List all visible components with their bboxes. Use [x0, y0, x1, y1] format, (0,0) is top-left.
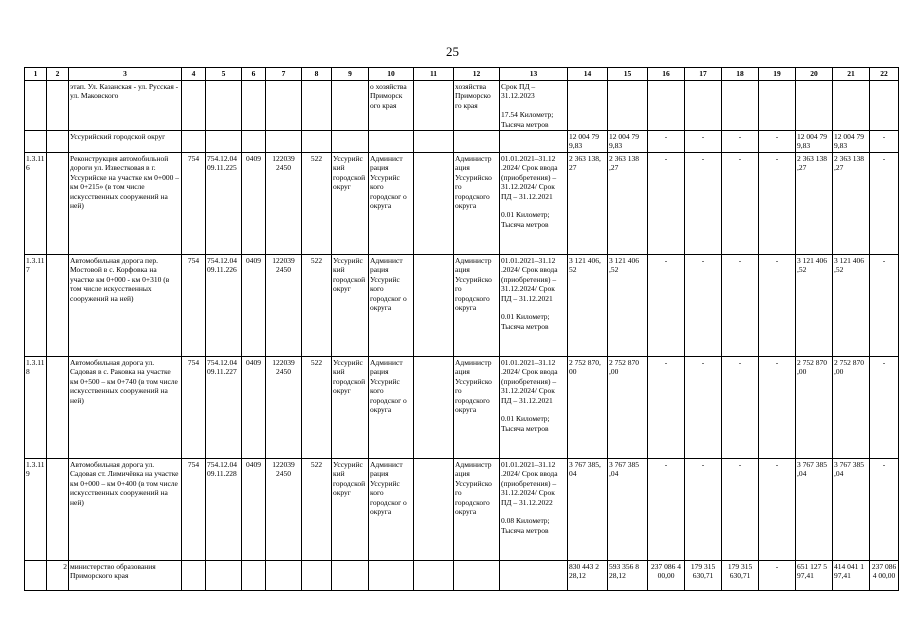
header-cell-4: 4 — [182, 68, 206, 81]
cell-col-5: 754.12.04 09.11.225 — [206, 153, 242, 255]
cell-col-15: 593 356 8 28,12 — [608, 561, 648, 591]
cell-col-21: 414 041 1 97,41 — [833, 561, 870, 591]
cell-col-3: Уссурийский городской округ — [69, 131, 182, 153]
cell-col-15 — [608, 81, 648, 131]
cell-col-2 — [47, 255, 69, 357]
header-row — [25, 68, 899, 81]
cell-col-1 — [25, 81, 47, 131]
cell-col-14: 3 767 385, 04 — [568, 459, 608, 561]
data-table — [24, 67, 899, 591]
cell-col-13: 01.01.2021–31.12 .2024/ Срок ввода (приобретения) – 31.12.2024/ Срок ПД – 31.12.2021 0.01 Километр; Тысяча метров — [500, 153, 568, 255]
table-row — [25, 357, 899, 459]
cell-col-3: Автомобильная дорога ул. Садовая в с. Раковка на участке км 0+500 – км 0+740 (в том числе искусственных сооружений на ней) — [69, 357, 182, 459]
cell-col-9: Уссурийс кий городской округ — [332, 459, 369, 561]
cell-col-18: - — [722, 459, 759, 561]
cell-col-12: Администр ация Уссурийско го городского округа — [454, 255, 500, 357]
cell-col-10 — [369, 561, 414, 591]
cell-col-20: 2 363 138 ,27 — [796, 153, 833, 255]
cell-col-17: - — [685, 153, 722, 255]
cell-col-10 — [369, 131, 414, 153]
cell-col-20 — [796, 81, 833, 131]
cell-col-22: - — [870, 153, 899, 255]
cell-col-2 — [47, 357, 69, 459]
cell-col-11 — [414, 131, 454, 153]
cell-col-1: 1.3.11 8 — [25, 357, 47, 459]
cell-col-8 — [302, 131, 332, 153]
cell-col-13: 01.01.2021–31.12 .2024/ Срок ввода (приобретения) – 31.12.2024/ Срок ПД – 31.12.2022 0.08 Километр; Тысяча метров — [500, 459, 568, 561]
cell-col-9 — [332, 81, 369, 131]
cell-col-8: 522 — [302, 357, 332, 459]
cell-col-12: Администр ация Уссурийско го городского округа — [454, 459, 500, 561]
cell-col-3: Автомобильная дорога ул. Садовая ст. Лимичёвка на участке км 0+000 – км 0+400 (в том числе искусственных сооружений на ней) — [69, 459, 182, 561]
cell-col-5: 754.12.04 09.11.227 — [206, 357, 242, 459]
cell-col-4: 754 — [182, 153, 206, 255]
cell-col-1 — [25, 131, 47, 153]
cell-col-18: - — [722, 357, 759, 459]
cell-col-5 — [206, 561, 242, 591]
cell-col-13 — [500, 561, 568, 591]
cell-col-21 — [833, 81, 870, 131]
cell-col-3: Автомобильная дорога пер. Мостовой в с. Корфовка на участке км 0+000 - км 0+310 (в том числе искусственных сооружений на ней) — [69, 255, 182, 357]
cell-col-19: - — [759, 357, 796, 459]
table-row — [25, 131, 899, 153]
cell-col-18: 179 315 630,71 — [722, 561, 759, 591]
cell-col-8: 522 — [302, 255, 332, 357]
cell-col-2: 2 — [47, 561, 69, 591]
header-cell-5: 5 — [206, 68, 242, 81]
cell-col-7: 122039 2450 — [266, 255, 302, 357]
cell-col-6: 0409 — [242, 255, 266, 357]
cell-col-8: 522 — [302, 459, 332, 561]
cell-col-2 — [47, 81, 69, 131]
cell-col-11 — [414, 459, 454, 561]
cell-col-17: - — [685, 255, 722, 357]
cell-col-3: Реконструкция автомобильной дороги ул. Известковая в г. Уссурийске на участке км 0+000 – км 0+215» (в том числе искусственных сооружений на ней) — [69, 153, 182, 255]
cell-col-16: - — [648, 131, 685, 153]
cell-col-7: 122039 2450 — [266, 153, 302, 255]
cell-col-19: - — [759, 255, 796, 357]
cell-col-10: Админист рация Уссурийс кого городског о округа — [369, 255, 414, 357]
cell-col-16: - — [648, 153, 685, 255]
cell-col-22: - — [870, 131, 899, 153]
cell-col-16 — [648, 81, 685, 131]
cell-col-12: хозяйства Приморско го края — [454, 81, 500, 131]
cell-col-20: 3 121 406 ,52 — [796, 255, 833, 357]
cell-col-6 — [242, 561, 266, 591]
cell-col-5 — [206, 81, 242, 131]
cell-col-6 — [242, 81, 266, 131]
cell-col-8 — [302, 81, 332, 131]
cell-col-11 — [414, 561, 454, 591]
cell-col-19: - — [759, 131, 796, 153]
table-row — [25, 255, 899, 357]
cell-col-18: - — [722, 153, 759, 255]
cell-col-12: Администр ация Уссурийско го городского округа — [454, 357, 500, 459]
cell-col-19: - — [759, 561, 796, 591]
cell-col-18: - — [722, 255, 759, 357]
cell-col-11 — [414, 153, 454, 255]
cell-col-9 — [332, 561, 369, 591]
header-cell-17: 17 — [685, 68, 722, 81]
cell-col-4 — [182, 131, 206, 153]
cell-col-14: 3 121 406, 52 — [568, 255, 608, 357]
cell-col-17: 179 315 630,71 — [685, 561, 722, 591]
header-cell-8: 8 — [302, 68, 332, 81]
cell-col-7 — [266, 131, 302, 153]
cell-col-16: - — [648, 357, 685, 459]
cell-col-16: - — [648, 255, 685, 357]
cell-col-20: 3 767 385 ,04 — [796, 459, 833, 561]
cell-col-4 — [182, 81, 206, 131]
cell-col-7: 122039 2450 — [266, 459, 302, 561]
header-cell-12: 12 — [454, 68, 500, 81]
header-cell-11: 11 — [414, 68, 454, 81]
cell-col-14: 2 752 870, 00 — [568, 357, 608, 459]
header-cell-3: 3 — [69, 68, 182, 81]
header-cell-20: 20 — [796, 68, 833, 81]
cell-col-13 — [500, 131, 568, 153]
cell-col-11 — [414, 357, 454, 459]
cell-col-9: Уссурийс кий городской округ — [332, 357, 369, 459]
cell-col-22 — [870, 81, 899, 131]
cell-col-18 — [722, 81, 759, 131]
cell-col-4: 754 — [182, 357, 206, 459]
table-row — [25, 153, 899, 255]
cell-col-3: этап. Ул. Казанская - ул. Русская - ул. Маковского — [69, 81, 182, 131]
cell-col-21: 3 121 406 ,52 — [833, 255, 870, 357]
header-cell-15: 15 — [608, 68, 648, 81]
cell-col-12: Администр ация Уссурийско го городского округа — [454, 153, 500, 255]
cell-col-20: 2 752 870 ,00 — [796, 357, 833, 459]
cell-col-5: 754.12.04 09.11.228 — [206, 459, 242, 561]
cell-col-17: - — [685, 131, 722, 153]
cell-col-17: - — [685, 459, 722, 561]
cell-col-22: - — [870, 357, 899, 459]
cell-col-16: 237 086 4 00,00 — [648, 561, 685, 591]
cell-col-21: 2 363 138 ,27 — [833, 153, 870, 255]
cell-col-5: 754.12.04 09.11.226 — [206, 255, 242, 357]
cell-col-2 — [47, 131, 69, 153]
cell-col-17 — [685, 81, 722, 131]
cell-col-21: 3 767 385 ,04 — [833, 459, 870, 561]
cell-col-7: 122039 2450 — [266, 357, 302, 459]
cell-col-15: 12 004 79 9,83 — [608, 131, 648, 153]
header-cell-6: 6 — [242, 68, 266, 81]
cell-col-13: Срок ПД – 31.12.2023 17.54 Километр; Тысяча метров — [500, 81, 568, 131]
cell-col-22: - — [870, 255, 899, 357]
cell-col-14 — [568, 81, 608, 131]
cell-col-4: 754 — [182, 459, 206, 561]
header-cell-22: 22 — [870, 68, 899, 81]
cell-col-15: 3 121 406 ,52 — [608, 255, 648, 357]
cell-col-1: 1.3.11 7 — [25, 255, 47, 357]
cell-col-4 — [182, 561, 206, 591]
cell-col-21: 12 004 79 9,83 — [833, 131, 870, 153]
cell-col-12 — [454, 131, 500, 153]
cell-col-9 — [332, 131, 369, 153]
cell-col-19: - — [759, 459, 796, 561]
cell-col-13: 01.01.2021–31.12 .2024/ Срок ввода (приобретения) – 31.12.2024/ Срок ПД – 31.12.2021 0.01 Километр; Тысяча метров — [500, 255, 568, 357]
cell-col-6 — [242, 131, 266, 153]
cell-col-1: 1.3.11 6 — [25, 153, 47, 255]
cell-col-6: 0409 — [242, 357, 266, 459]
header-cell-7: 7 — [266, 68, 302, 81]
cell-col-12 — [454, 561, 500, 591]
cell-col-9: Уссурийс кий городской округ — [332, 153, 369, 255]
cell-col-10: Админист рация Уссурийс кого городског о округа — [369, 459, 414, 561]
header-cell-21: 21 — [833, 68, 870, 81]
cell-col-19 — [759, 81, 796, 131]
cell-col-15: 2 363 138 ,27 — [608, 153, 648, 255]
cell-col-15: 3 767 385 ,04 — [608, 459, 648, 561]
cell-col-7 — [266, 561, 302, 591]
header-cell-14: 14 — [568, 68, 608, 81]
cell-col-14: 12 004 79 9,83 — [568, 131, 608, 153]
cell-col-11 — [414, 81, 454, 131]
cell-col-17: - — [685, 357, 722, 459]
cell-col-11 — [414, 255, 454, 357]
cell-col-13: 01.01.2021–31.12 .2024/ Срок ввода (приобретения) – 31.12.2024/ Срок ПД – 31.12.2021 0.01 Километр; Тысяча метров — [500, 357, 568, 459]
cell-col-21: 2 752 870 ,00 — [833, 357, 870, 459]
table-row — [25, 459, 899, 561]
header-cell-19: 19 — [759, 68, 796, 81]
table-row — [25, 561, 899, 591]
cell-col-6: 0409 — [242, 459, 266, 561]
cell-col-20: 651 127 5 97,41 — [796, 561, 833, 591]
cell-col-1 — [25, 561, 47, 591]
cell-col-5 — [206, 131, 242, 153]
table-row — [25, 81, 899, 131]
cell-col-7 — [266, 81, 302, 131]
cell-col-14: 830 443 2 28,12 — [568, 561, 608, 591]
cell-col-2 — [47, 153, 69, 255]
cell-col-8 — [302, 561, 332, 591]
header-cell-16: 16 — [648, 68, 685, 81]
cell-col-20: 12 004 79 9,83 — [796, 131, 833, 153]
cell-col-10: Админист рация Уссурийс кого городског о округа — [369, 357, 414, 459]
cell-col-6: 0409 — [242, 153, 266, 255]
cell-col-19: - — [759, 153, 796, 255]
header-cell-10: 10 — [369, 68, 414, 81]
cell-col-10: Админист рация Уссурийс кого городског о округа — [369, 153, 414, 255]
cell-col-2 — [47, 459, 69, 561]
header-cell-9: 9 — [332, 68, 369, 81]
cell-col-15: 2 752 870 ,00 — [608, 357, 648, 459]
header-cell-18: 18 — [722, 68, 759, 81]
header-cell-13: 13 — [500, 68, 568, 81]
header-cell-1: 1 — [25, 68, 47, 81]
header-cell-2: 2 — [47, 68, 69, 81]
cell-col-10: о хозяйства Приморск ого края — [369, 81, 414, 131]
cell-col-3: министерство образования Приморского края — [69, 561, 182, 591]
cell-col-16: - — [648, 459, 685, 561]
cell-col-9: Уссурийс кий городской округ — [332, 255, 369, 357]
cell-col-22: - — [870, 459, 899, 561]
page-number: 25 — [446, 44, 459, 59]
cell-col-1: 1.3.11 9 — [25, 459, 47, 561]
cell-col-14: 2 363 138, 27 — [568, 153, 608, 255]
cell-col-8: 522 — [302, 153, 332, 255]
cell-col-4: 754 — [182, 255, 206, 357]
cell-col-22: 237 086 4 00,00 — [870, 561, 899, 591]
cell-col-18: - — [722, 131, 759, 153]
